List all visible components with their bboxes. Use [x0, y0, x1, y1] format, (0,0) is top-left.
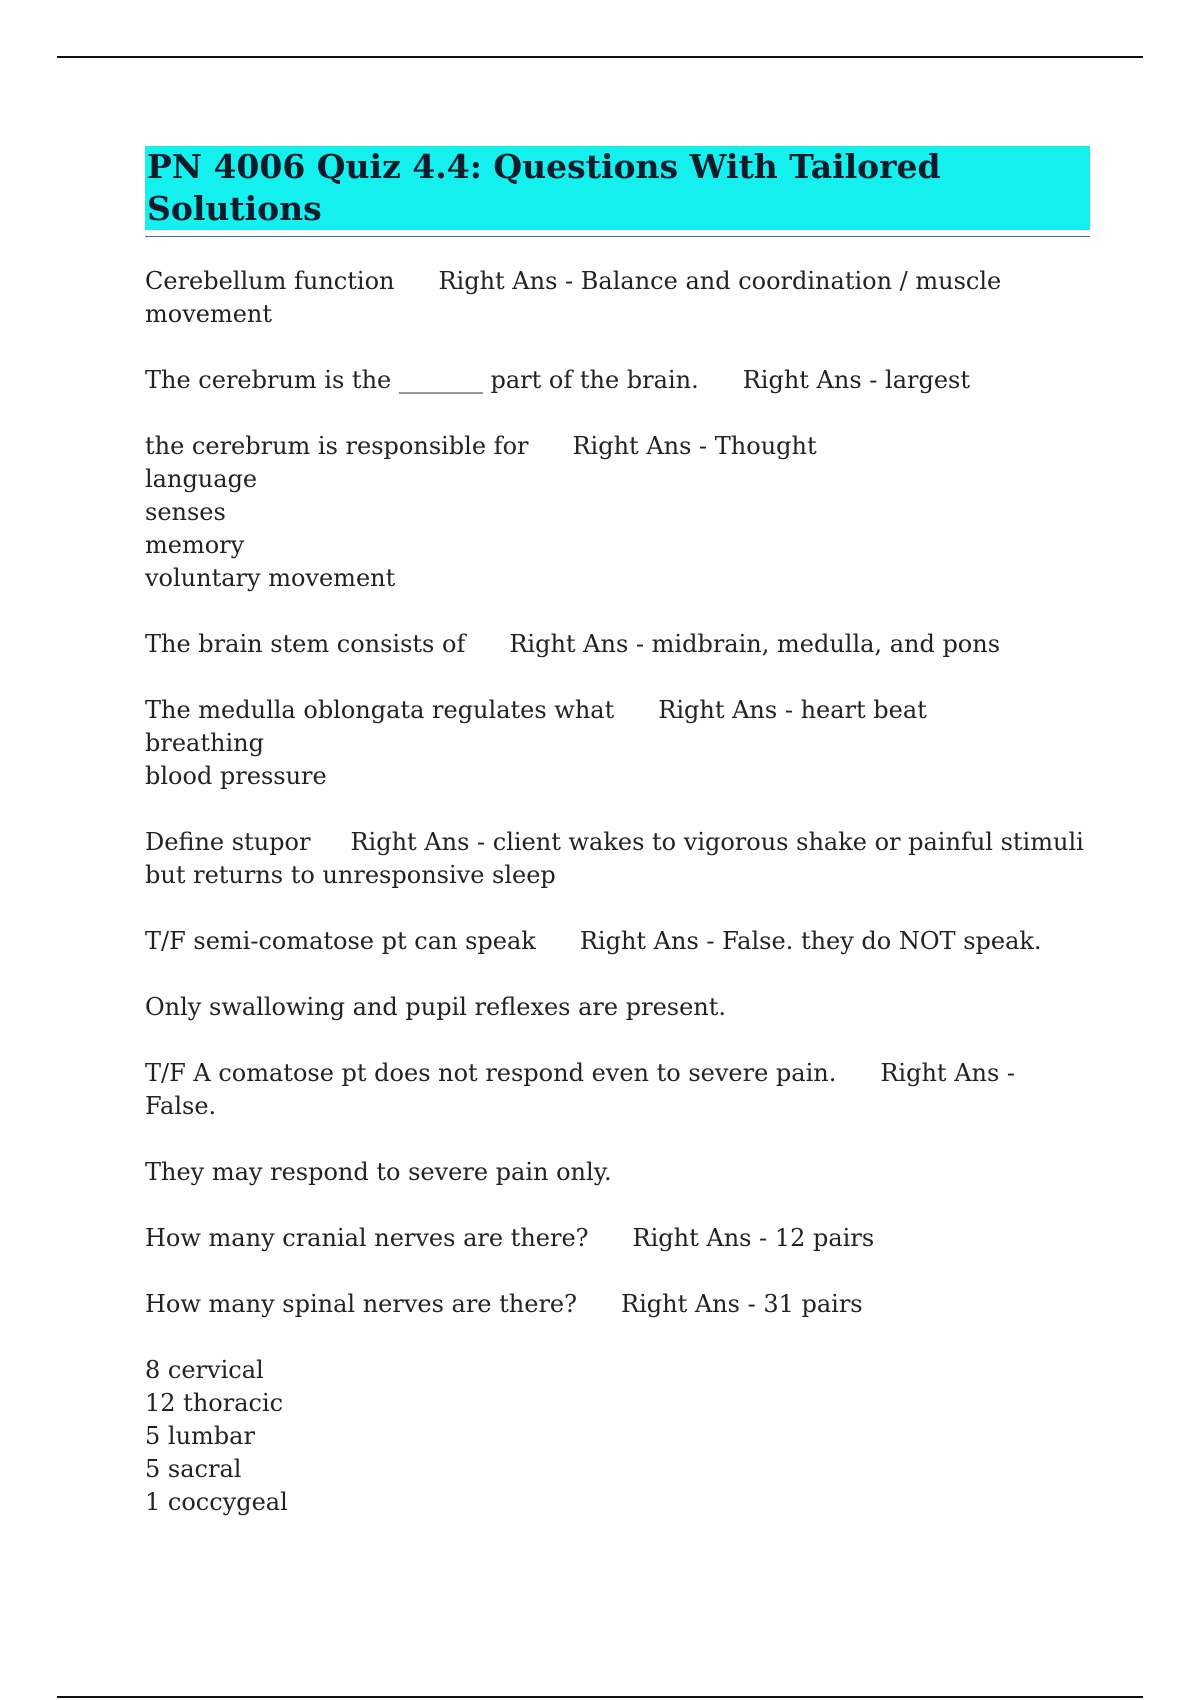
- answer-text: Right Ans - midbrain, medulla, and pons: [509, 630, 1001, 658]
- list-item: 12 thoracic: [145, 1389, 284, 1417]
- qa-item: [145, 1222, 1090, 1255]
- answer-continuation: breathing: [145, 729, 264, 757]
- answer-continuation: senses: [145, 498, 226, 526]
- answer-continuation: blood pressure: [145, 762, 327, 790]
- answer-text: Right Ans - 31 pairs: [621, 1290, 863, 1318]
- qa-item: [145, 1057, 1090, 1123]
- question-text: The brain stem consists of: [145, 630, 466, 658]
- qa-item: [145, 364, 1090, 397]
- list-item: 8 cervical: [145, 1356, 264, 1384]
- answer-text: Right Ans - Thought: [572, 432, 817, 460]
- list-item: 5 lumbar: [145, 1422, 255, 1450]
- answer-text: Right Ans - largest: [742, 366, 970, 394]
- bottom-rule: [57, 1696, 1143, 1698]
- question-text: T/F semi-comatose pt can speak: [145, 927, 536, 955]
- question-text: the cerebrum is responsible for: [145, 432, 529, 460]
- answer-continuation: memory: [145, 531, 245, 559]
- qa-item: [145, 826, 1090, 892]
- answer-text: Right Ans - Balance and coordination / muscle: [438, 267, 1002, 295]
- qa-item: [145, 265, 1090, 331]
- question-text: How many spinal nerves are there?: [145, 1290, 577, 1318]
- explanation-note: Only swallowing and pupil reflexes are present.: [145, 993, 727, 1021]
- answer-continuation: voluntary movement: [145, 564, 396, 592]
- top-rule: [57, 56, 1143, 58]
- qa-item: [145, 694, 1090, 793]
- explanation-note: They may respond to severe pain only.: [145, 1158, 612, 1186]
- answer-continuation: but returns to unresponsive sleep: [145, 861, 556, 889]
- question-text: How many cranial nerves are there?: [145, 1224, 589, 1252]
- answer-text: Right Ans - 12 pairs: [632, 1224, 875, 1252]
- page-title: PN 4006 Quiz 4.4: Questions With Tailored Solutions: [145, 146, 1090, 230]
- question-text: Cerebellum function: [145, 267, 395, 295]
- qa-item: [145, 925, 1090, 958]
- list-item: 5 sacral: [145, 1455, 242, 1483]
- answer-continuation: movement: [145, 300, 273, 328]
- document-body: [145, 146, 1090, 1552]
- question-text: The cerebrum is the _______ part of the brain.: [145, 366, 699, 394]
- question-text: T/F A comatose pt does not respond even to severe pain.: [145, 1059, 837, 1087]
- title-block: [145, 146, 1090, 237]
- spinal-breakdown-list: [145, 1354, 1090, 1519]
- qa-item: [145, 628, 1090, 661]
- answer-text: Right Ans - heart beat: [658, 696, 927, 724]
- answer-text: Right Ans - False.: [145, 1059, 1023, 1120]
- question-text: Define stupor: [145, 828, 311, 856]
- answer-text: Right Ans - client wakes to vigorous shake or painful stimuli: [350, 828, 1084, 856]
- qa-item: [145, 430, 1090, 595]
- qa-item: [145, 1288, 1090, 1321]
- answer-text: Right Ans - False. they do NOT speak.: [579, 927, 1042, 955]
- answer-continuation: language: [145, 465, 258, 493]
- question-text: The medulla oblongata regulates what: [145, 696, 615, 724]
- list-item: 1 coccygeal: [145, 1488, 288, 1516]
